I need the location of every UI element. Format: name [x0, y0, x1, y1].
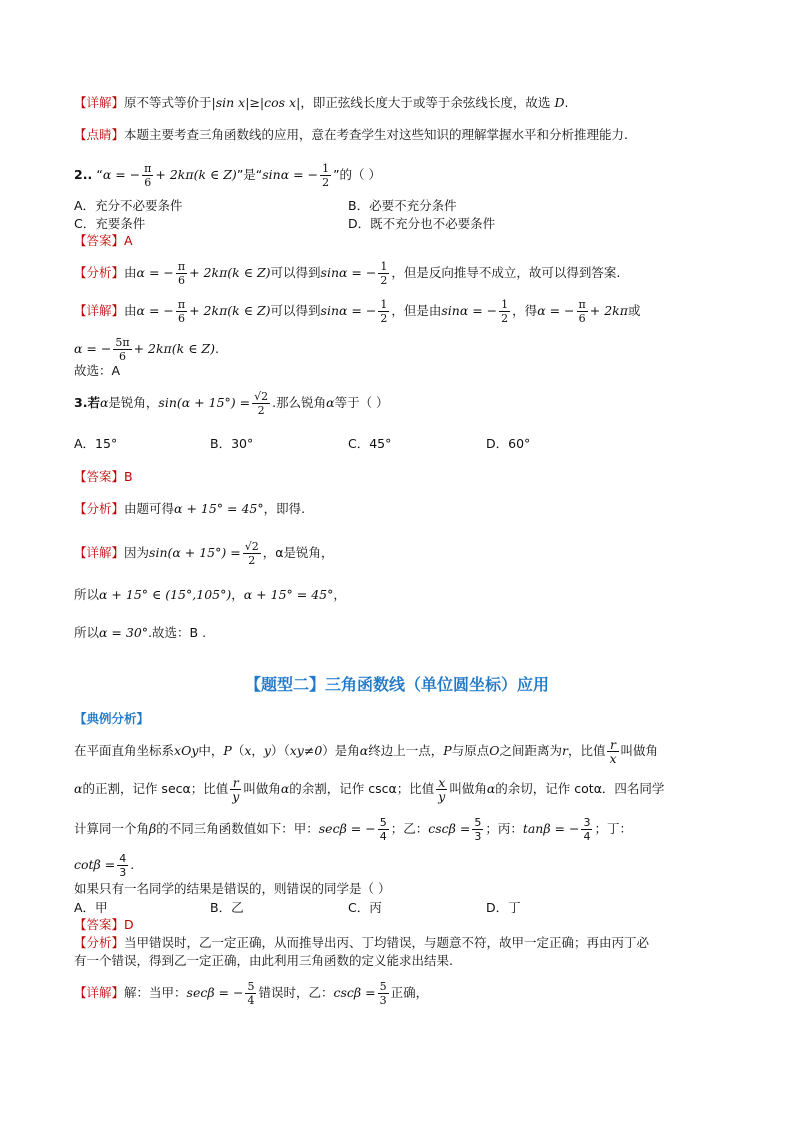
frac-den: 3 — [474, 830, 482, 843]
q3-alpha: α — [99, 395, 109, 410]
q3-so1-end: ， — [333, 587, 346, 602]
q3-stem-end: 等于（ ） — [334, 395, 389, 410]
detail-tag: 【详解】 — [74, 95, 125, 110]
q4-text: ）（ — [270, 743, 290, 758]
q2-option-d[interactable]: D．既不充分也不必要条件 — [348, 216, 496, 231]
q4-analysis-line2: 有一个错误，得到乙一定正确，由此利用三角函数的定义能求出结果. — [74, 953, 453, 968]
frac-den: 4 — [379, 830, 387, 843]
q4-o: O — [489, 743, 500, 758]
q4-line3 — [74, 816, 632, 843]
q4-frac-rx — [607, 738, 618, 765]
frac-den: y — [232, 789, 240, 804]
frac-den: 6 — [177, 312, 185, 325]
q2-analysis-line — [74, 260, 620, 287]
q2-frac-pi6 — [142, 162, 153, 189]
frac-den: 6 — [118, 350, 126, 363]
q2-frac-half — [320, 162, 331, 189]
q4-detail-b: 错误时，乙： — [258, 985, 334, 1000]
q3-option-b[interactable]: B．30° — [210, 436, 254, 451]
q4-detail-c: 正确， — [390, 985, 429, 1000]
q3-alpha2: α — [326, 395, 335, 410]
q1-detail-choice: D — [554, 95, 565, 110]
q4-frac-43 — [117, 852, 128, 879]
frac-num: 4 — [119, 852, 127, 865]
q2-analysis-mid: 可以得到 — [270, 265, 321, 280]
q2-detail-kpi2: + 2kπ — [589, 303, 628, 318]
q2-detail-sin2: sinα = − — [441, 303, 498, 318]
frac-den: 2 — [380, 274, 388, 287]
frac-den: 3 — [119, 866, 127, 879]
q3-option-d[interactable]: D．60° — [486, 436, 531, 451]
q3-analysis-pre: 由题可得 — [124, 501, 175, 516]
q4-text: ；丁： — [594, 821, 632, 836]
q1-detail-pre: 原不等式等价于 — [124, 95, 212, 110]
frac-num: 1 — [501, 298, 509, 311]
q2-analysis-post: ，但是反向推导不成立，故可以得到答案. — [391, 265, 621, 280]
q2-detail-mid: 可以得到 — [270, 303, 321, 318]
q2-analysis-frac-half — [378, 260, 389, 287]
frac-num: r — [607, 738, 618, 752]
q2-detail-alpha2: α = − — [537, 303, 575, 318]
q2-analysis-pre: 由 — [124, 265, 137, 280]
frac-num: 5 — [379, 980, 387, 993]
q2-detail-sin: sinα = − — [320, 303, 377, 318]
frac-num: 5π — [115, 336, 130, 349]
q4-frac-34 — [581, 816, 592, 843]
q3-so1-mid: ， — [231, 587, 244, 602]
q2-detail-end: . — [214, 341, 219, 356]
q3-stem-pre: 3.若 — [74, 395, 100, 410]
example-tag: 【典例分析】 — [74, 711, 150, 726]
q1-detail-line — [74, 94, 568, 113]
frac-den: 6 — [144, 176, 152, 189]
frac-num: 1 — [380, 260, 388, 273]
q2-analysis-alpha: α = − — [136, 265, 174, 280]
q3-answer-line — [74, 468, 133, 487]
frac-num: x — [438, 775, 446, 790]
detail-tag: 【详解】 — [74, 303, 125, 318]
q2-detail-mid3: ，得 — [512, 303, 538, 318]
q3-answer: B — [124, 469, 133, 484]
q4-detail-sec: secβ = − — [186, 985, 244, 1000]
q4-xy: xy≠0 — [289, 743, 323, 758]
analysis-tag: 【分析】 — [74, 501, 125, 516]
q3-analysis-expr: α + 15° = 45° — [174, 501, 264, 516]
q4-option-c[interactable]: C．丙 — [348, 900, 382, 915]
q4-tan: tanβ = − — [522, 821, 580, 836]
frac-num: r — [230, 776, 241, 790]
q4-text: 叫做角 — [620, 743, 659, 758]
q2-analysis-frac — [176, 260, 187, 287]
q2-detail-frac-half — [378, 298, 389, 325]
example-tag-line — [74, 710, 149, 729]
q3-so1-line — [74, 586, 346, 605]
q4-frac-54 — [378, 816, 389, 843]
q3-so1-pre: 所以 — [74, 587, 100, 602]
frac-num: √2 — [254, 390, 269, 403]
q4-detail-frac-53 — [378, 980, 389, 1007]
frac-num: 1 — [322, 162, 330, 175]
q4-analysis-1: 当甲错误时，乙一定正确，从而推导出丙、丁均错误，与题意不符，故甲一定正确；再由丙丁必 — [124, 935, 650, 950]
q4-csc: cscβ = — [428, 821, 471, 836]
q4-text: 在平面直角坐标系 — [74, 743, 175, 758]
q4-text: 的余切，记作 cotα．四名同学 — [495, 781, 665, 796]
q2-option-b[interactable]: B．必要不充分条件 — [348, 198, 457, 213]
q3-stem-mid: 是锐角， — [108, 395, 159, 410]
analysis-tag: 【分析】 — [74, 935, 125, 950]
q4-question: 如果只有一名同学的结果是错误的，则错误的同学是（ ） — [74, 881, 391, 896]
q1-comment-line — [74, 126, 628, 145]
q3-detail-pre: 因为 — [124, 545, 150, 560]
frac-den: y — [438, 789, 446, 804]
frac-den: 2 — [322, 176, 330, 189]
q3-sin-expr: sin(α + 15°) = — [158, 395, 251, 410]
q3-option-a[interactable]: A．15° — [74, 436, 118, 451]
q4-y: y — [263, 743, 271, 758]
q2-two-kpi: + 2kπ(k ∈ Z) — [155, 167, 237, 182]
q2-option-c[interactable]: C．充要条件 — [74, 216, 146, 231]
q2-detail-frac-5pi6 — [113, 336, 131, 363]
answer-tag: 【答案】 — [74, 917, 125, 932]
q3-option-c[interactable]: C．45° — [348, 436, 392, 451]
q2-detail-kpi: + 2kπ(k ∈ Z) — [189, 303, 271, 318]
q4-xoy: xOy — [174, 743, 199, 758]
q3-so1-expr2: α + 15° = 45° — [243, 587, 334, 602]
frac-den: 2 — [257, 404, 265, 417]
q3-analysis-post: ，即得. — [263, 501, 306, 516]
q4-text: 的不同三角函数值如下：甲： — [156, 821, 319, 836]
q4-alpha: α — [74, 781, 83, 796]
q2-number: 2.. — [74, 167, 93, 182]
q4-answer-line — [74, 916, 134, 935]
q3-so2-post: .故选：B . — [148, 625, 207, 640]
q3-so2-pre: 所以 — [74, 625, 100, 640]
q4-detail-line — [74, 980, 428, 1007]
q4-p: P — [223, 743, 232, 758]
q2-answer: A — [124, 233, 133, 248]
q4-detail-csc: cscβ = — [333, 985, 376, 1000]
q4-option-a[interactable]: A．甲 — [74, 900, 108, 915]
frac-den: x — [609, 751, 617, 766]
frac-den: 4 — [583, 830, 591, 843]
q2-detail-mid2: ，但是由 — [391, 303, 442, 318]
frac-den: 2 — [380, 312, 388, 325]
detail-tag: 【详解】 — [74, 985, 125, 1000]
q4-text: ）是角 — [322, 743, 360, 758]
q4-text: 与原点 — [451, 743, 490, 758]
q4-text: 的正割，记作 secα；比值 — [82, 781, 229, 796]
q3-so1-expr: α + 15° ∈ (15°,105°) — [99, 587, 232, 602]
q4-analysis-line1 — [74, 934, 649, 953]
q4-option-d[interactable]: D．丁 — [486, 900, 521, 915]
frac-den: 4 — [247, 994, 255, 1007]
q3-so2-line — [74, 624, 206, 643]
q4-text: . — [130, 857, 135, 872]
q4-text: ；乙： — [390, 821, 429, 836]
q3-detail-sin: sin(α + 15°) = — [149, 545, 241, 560]
q4-r: r — [561, 743, 568, 758]
frac-num: π — [177, 298, 186, 311]
frac-num: 5 — [379, 816, 387, 829]
q4-alpha: α — [359, 743, 369, 758]
frac-num: π — [144, 162, 152, 175]
q2-detail-pre: 由 — [124, 303, 137, 318]
q4-detail-frac-54 — [245, 980, 256, 1007]
q4-text: 之间距离为 — [499, 743, 562, 758]
q2-analysis-kpi: + 2kπ(k ∈ Z) — [189, 265, 271, 280]
q2-stem-open: “ — [96, 167, 103, 182]
q3-detail-line — [74, 540, 333, 567]
q4-option-b[interactable]: B．乙 — [210, 900, 244, 915]
q3-stem-post: .那么锐角 — [272, 395, 327, 410]
answer-tag: 【答案】 — [74, 233, 125, 248]
q4-text: 叫做角 — [449, 781, 487, 796]
analysis-tag: 【分析】 — [74, 265, 125, 280]
q4-text: （ — [231, 743, 245, 758]
q3-detail-post: ，α是锐角， — [262, 545, 334, 560]
q4-text: 的余割，记作 cscα；比值 — [289, 781, 435, 796]
q2-stem — [74, 162, 381, 189]
q1-detail-post: ，即正弦线长度大于或等于余弦线长度，故选 — [300, 95, 551, 110]
q4-line2 — [74, 776, 664, 803]
q3-analysis-line — [74, 500, 305, 519]
q4-answer: D — [124, 917, 134, 932]
q2-detail-frac2 — [577, 298, 588, 325]
q1-detail-ineq: |sin x|≥|cos x| — [211, 95, 301, 110]
q3-so2-expr: α = 30° — [99, 625, 149, 640]
frac-num: 3 — [583, 816, 591, 829]
q4-text: ，比值 — [567, 743, 606, 758]
q4-alpha: α — [280, 781, 290, 796]
detail-tag: 【详解】 — [74, 545, 125, 560]
q2-detail-alpha: α = − — [136, 303, 174, 318]
frac-num: π — [578, 298, 586, 311]
frac-den: 2 — [501, 312, 509, 325]
q4-cot: cotβ = — [74, 857, 116, 872]
q2-detail-kpi3: + 2kπ(k ∈ Z) — [133, 341, 215, 356]
frac-num: π — [177, 260, 186, 273]
q4-text: ；丙： — [485, 821, 523, 836]
q2-answer-line — [74, 232, 133, 251]
q2-detail-frac-half2 — [499, 298, 510, 325]
q4-text: ， — [251, 743, 264, 758]
q2-choose-line — [74, 362, 120, 381]
q4-frac-53 — [472, 816, 483, 843]
q2-detail-line2 — [74, 336, 219, 363]
frac-den: 6 — [578, 312, 586, 325]
comment-tag: 【点睛】 — [74, 127, 125, 142]
q4-alpha: α — [486, 781, 496, 796]
q4-line1 — [74, 738, 658, 765]
q3-frac-sqrt2 — [252, 390, 270, 417]
section-heading: 【题型二】三角函数线（单位圆坐标）应用 — [244, 675, 549, 694]
frac-num: √2 — [244, 540, 259, 553]
q4-frac-ry — [230, 776, 241, 803]
frac-num: 1 — [380, 298, 388, 311]
frac-num: 5 — [247, 980, 255, 993]
q2-option-a[interactable]: A．充分不必要条件 — [74, 198, 183, 213]
q4-text: 终边上一点， — [368, 743, 444, 758]
q2-stem-end: ”的（ ） — [333, 167, 382, 182]
frac-den: 2 — [248, 554, 256, 567]
q4-sec: secβ = − — [318, 821, 376, 836]
q4-text: 计算同一个角 — [74, 821, 150, 836]
q3-stem — [74, 390, 389, 417]
q4-detail-a: 解：当甲： — [124, 985, 187, 1000]
q2-alpha-eq: α = − — [102, 167, 141, 182]
frac-den: 6 — [177, 274, 185, 287]
q2-sin-eq: sinα = − — [262, 167, 319, 182]
q2-detail-or: 或 — [627, 303, 641, 318]
q4-x: x — [244, 743, 252, 758]
q4-text: 中， — [198, 743, 224, 758]
q2-detail-frac — [176, 298, 187, 325]
q2-detail-line — [74, 298, 640, 325]
answer-tag: 【答案】 — [74, 469, 125, 484]
q4-line4 — [74, 852, 134, 879]
q2-detail-alpha3: α = − — [74, 341, 112, 356]
q2-analysis-sin: sinα = − — [320, 265, 377, 280]
q4-frac-xy — [436, 776, 447, 803]
q4-beta: β — [149, 821, 157, 836]
q4-text: 叫做角 — [243, 781, 281, 796]
frac-num: 5 — [474, 816, 482, 829]
q2-choose: 故选：A — [74, 363, 121, 378]
q1-comment-text: 本题主要考查三角函数线的应用，意在考查学生对这些知识的理解掌握水平和分析推理能力. — [124, 127, 628, 142]
frac-den: 3 — [379, 994, 387, 1007]
q2-stem-mid: ”是“ — [236, 167, 263, 182]
q1-detail-end: . — [564, 95, 569, 110]
q4-p2: P — [443, 743, 452, 758]
q3-detail-frac — [243, 540, 261, 567]
